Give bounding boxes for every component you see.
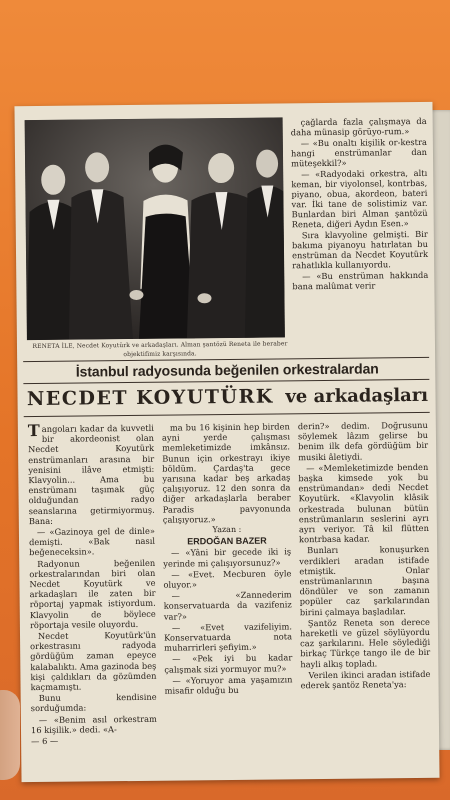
paragraph: Sıra klavyoline gelmişti. Bir bakıma piyanoyu hatırlatan bu enstrüman da Necdet Koyutürk rahatlıkla kullanıyordu. <box>291 228 429 271</box>
thumb <box>0 690 20 780</box>
author-label: Yazan : <box>212 524 242 535</box>
photo-caption: RENETA İLE, Necdet Koyutürk ve arkadaşları. Alman şantözü Reneta ile beraber objektifimiz karşısında. <box>32 340 288 359</box>
divider-line <box>23 379 429 384</box>
paragraph: — «Radyodaki orkestra, altı keman, bir viyolonsel, kontrbas, piyano, obua, akordeon, bateri var. İki tane de solistimiz var. Bunlardan biri Alman şantözü Reneta, diğeri Aydın Esen.» <box>291 167 428 230</box>
paragraph: Şantöz Reneta son derece hareketli ve güzel söylüyordu caz şarkılarını. Hele söylediği birkaç Türkçe tango ile de bir hayli alkış topladı. <box>299 616 431 669</box>
paragraph: — «Bu onaltı kişilik or-kestra hangi enstrümanlar dan müteşekkil?» <box>290 136 428 169</box>
drop-cap: T <box>27 420 40 441</box>
paragraph: — «Yâni bir gecede iki iş yerinde mi çalışıyorsunuz?» <box>163 546 292 569</box>
paragraph: — «Bu enstrüman hakkında bana malûmat verir <box>292 269 429 292</box>
paragraph: Bunları konuşurken verdikleri aradan istifade etmiştik. Onlar enstrümanlarının başına döndüler ve son zamanın popüler caz şarkılarından birini çalmaya başladılar. <box>299 544 430 617</box>
article-kicker: İstanbul radyosunda beğenilen orkestralardan <box>75 360 379 380</box>
paragraph: Bunu kendisine sorduğumda: <box>30 692 157 714</box>
paragraph: Necdet Koyutürk'ün orkestrasını radyoda gördüğüm zaman epeyce kalabalıktı. Ama gazinoda beş kişi çaldıkları da gözümden kaçmamıştı. <box>30 629 157 693</box>
band-photo <box>25 117 285 340</box>
paragraph: — «Pek iyi bu kadar çalışmak sizi yormuyor mu?» <box>164 652 293 675</box>
paragraph: çağlarda fazla çalışmaya da daha münasip görüyo-rum.» <box>290 115 427 138</box>
paragraph: Verilen ikinci aradan istifade ederek şantöz Reneta'ya: <box>300 668 431 691</box>
paragraph: — «Evet vazifeliyim. Konservatuarda nota muharrirleri şefiyim.» <box>163 621 293 653</box>
band-photo-image <box>25 117 285 340</box>
paragraph: ma bu 16 kişinin hep birden ayni yerde çalışması memleketimizde imkânsız. Bunun için orkestrayı ikiye böldüm. Çardaş'ta gece yarısına kadar beş arkadaş çalışıyoruz. 12 den sonra da diğer arkadaşlarla beraber Paradis pavyonunda çalışıyoruz.» <box>161 421 291 525</box>
author-name: ERDOĞAN BAZER <box>187 535 267 547</box>
paragraph: — «Zannederim konservatuarda da vazifeniz var?» <box>163 589 292 622</box>
magazine-page <box>14 102 439 782</box>
article-title <box>25 384 429 410</box>
paragraph: — «Gazinoya gel de dinle» demişti. «Bak nasıl beğeneceksin». <box>28 525 156 558</box>
column-2 <box>162 421 293 697</box>
column-3 <box>298 420 431 692</box>
paragraph: — «Memleketimizde benden başka kimsede yok bu enstrümandan» dedi Necdet Koyutürk. «Klavyolin klâsik orkestrada bulunan bütün enstrümanların seslerini ayrı ayrı veriyor. Tâ kil flütten kontrbasa kadar. <box>298 461 429 545</box>
paragraph: derin?» dedim. Doğrusunu söylemek lâzım gelirse bu benim ilk defa gördüğüm bir musiki âletiydi. <box>297 419 429 462</box>
paragraph: — «Benim asıl orkestram 16 kişilik.» dedi. «A- <box>30 713 157 735</box>
right-top-column <box>291 116 429 292</box>
divider-line <box>24 412 430 417</box>
paragraph: — «Yoruyor ama yaşamızın misafir olduğu bu <box>164 674 293 696</box>
paragraph-text: angoları kadar da kuvvetli bir akordeonist olan Necdet Koyutürk enstrümanları arasına bir yenisini ilâve etmişti: Klavyolin... Ama bu enstrümanı taşımak güç olduğundan radyo seanslarına getirmiyormuş. Bana: <box>28 422 155 526</box>
paragraph: Radyonun beğenilen orkestralarından biri olan Necdet Koyutürk ve arkadaşları ile zaten bir röportaj yapmak istiyordum. Klavyolin de böylece röportaja vesile oluyordu. <box>29 557 156 630</box>
column-1 <box>27 420 157 748</box>
title-main: NECDET KOYUTÜRK <box>26 385 274 411</box>
paragraph: — «Evet. Mecburen öyle oluyor.» <box>163 568 292 590</box>
title-sub: ve arkadaşları <box>285 384 429 408</box>
paragraph <box>27 420 155 526</box>
page-number: — 6 — <box>31 735 59 747</box>
